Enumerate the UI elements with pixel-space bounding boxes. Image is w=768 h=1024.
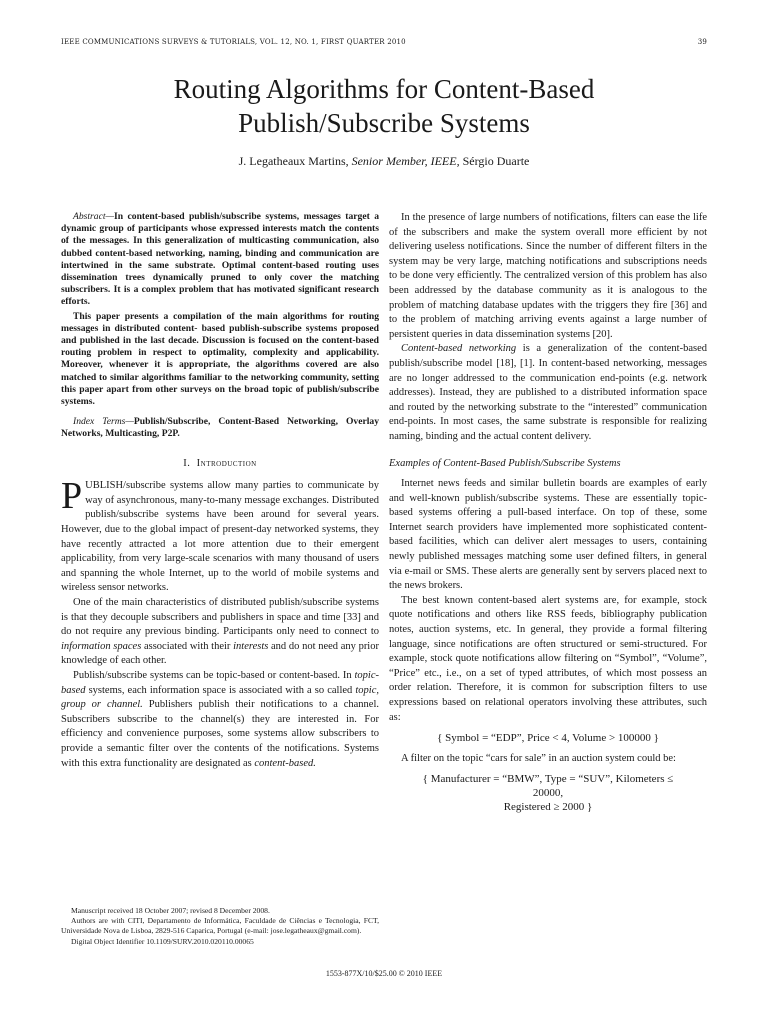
abstract-label: Abstract xyxy=(73,211,106,222)
left-column xyxy=(61,211,379,771)
running-header xyxy=(61,38,707,50)
intro-paragraph-4: In the presence of large numbers of notifications, filters can ease the life of the subscribers and make the system overall more efficient by not delivering useless notifications. Since the number of different filters in the system may be very large, matching notifications and subscriptions needs to be done very efficiently. The centralized version of this problem has also been addressed by the database community as it is analogous to the problem of matching database updates with the triggers they fire [36] and to the problem of matching arriving events against a large number of persistent queries in data dissemination systems [20]. xyxy=(389,212,707,340)
intro-paragraph-3: Publish/subscribe systems can be topic-based or content-based. In topic-based systems, each information space is associated with a so called topic, group or channel. Publishers publish their notifications to a channel. Subscribers subscribe to the channel(s) they are interested in. For efficiency and convenience purposes, some systems allow subscribers to provide a semantic filter over the contents of the notifications. Systems with this extra functionality are designated as content-based. xyxy=(61,669,379,769)
copyright-footer: 1553-877X/10/$25.00 © 2010 IEEE xyxy=(325,969,443,978)
right-column xyxy=(389,211,707,814)
formula-1: { Symbol = “EDP”, Price < 4, Volume > 100000 } xyxy=(437,732,659,745)
footnotes xyxy=(61,906,379,947)
intro-paragraph-5: Content-based networking is a generalization of the content-based publish/subscribe model [18], [1]. In content-based networking, messages are no longer addressed to the communication end-points (e.g. network addresses). Instead, they are published to a distributed information space and routed by the networking substrate to the “interested” communication end-points. In most cases, the same substrate is responsible for realizing naming, binding and the actual content delivery. xyxy=(389,343,707,442)
journal-info: IEEE COMMUNICATIONS SURVEYS & TUTORIALS, VOL. 12, NO. 1, FIRST QUARTER 2010 xyxy=(61,38,406,46)
drop-cap: P xyxy=(61,475,83,518)
formula-2: { Manufacturer = “BMW”, Type = “SUV”, Kilometers ≤ 20000, Registered ≥ 2000 } xyxy=(422,773,674,814)
author-2: Sérgio Duarte xyxy=(462,154,530,168)
section-heading: I. Introduction xyxy=(183,457,257,469)
abstract-paragraph-2: This paper presents a compilation of the main algorithms for routing messages in distributed content- based publish-subscribe systems proposed and published in the last decade. Discussion is focused on the content-based routing problem in respect to optimality, complexity and applicability. Moreover, whenever it is appropriate, the algorithms covered are also matched to similar algorithms familiar to the networking community, setting this paper apart from other surveys on the broad topic of publish/subscribe systems. xyxy=(61,310,379,408)
footnote-doi: Digital Object Identifier 10.1109/SURV.2010.020110.00065 xyxy=(71,936,254,946)
author-line xyxy=(60,154,708,169)
footnote-manuscript: Manuscript received 18 October 2007; revised 8 December 2008. xyxy=(71,906,270,915)
subsection-heading: Examples of Content-Based Publish/Subscribe Systems xyxy=(389,457,621,469)
index-terms-label: Index Terms xyxy=(73,416,126,428)
examples-paragraph-3: A filter on the topic “cars for sale” in an auction system could be: xyxy=(401,752,676,764)
author-1: J. Legatheaux Martins, xyxy=(238,154,349,168)
intro-paragraph-1: PUBLISH/subscribe systems allow many parties to communicate by way of asynchronous, many-to-many message exchanges. Distributed publish/subscribe systems have been around for several years. However, due to the global impact of present-day networked systems, they have recently attracted a lot more attention due to their emergent applicability, from very large-scale scenarios with many thousand of users and spanning the whole Internet, up to the world of mobile systems and wireless sensor networks. xyxy=(61,475,379,594)
title-line-2: Publish/Subscribe Systems xyxy=(238,108,530,138)
page-number: 39 xyxy=(697,38,707,46)
title-line-1: Routing Algorithms for Content-Based xyxy=(173,74,595,104)
examples-paragraph-1: Internet news feeds and similar bulletin boards are examples of early and well-known publish/subscribe systems. These are essentially topic-based systems offering a pull-based interface. On top of these, some Internet search providers have implemented more sophisticated content-based facilities, which can deliver alert messages to users, containing newly published messages matching some user defined filters, in general via e-mail or SMS. These alerts are generally sent by servers placed next to the news brokers. xyxy=(389,478,707,592)
intro-paragraph-2: One of the main characteristics of distributed publish/subscribe systems is that they decouple subscribers and publishers in space and time [33] and do not require any previous binding. Participants only need to connect to information spaces associated with their interests and do not need any prior knowledge of each other. xyxy=(61,597,379,667)
paper-title xyxy=(60,72,708,140)
index-terms: Index Terms—Publish/Subscribe, Content-Based Networking, Overlay Networks, Multicasting, P2P. xyxy=(61,416,379,440)
footnote-authors: Authors are with CITI, Departamento de Informática, Faculdade de Ciências e Tecnologia, FCT, Universidade Nova de Lisboa, 2829-516 Caparica, Portugal (e-mail: jose.legatheaux@gmail.com). xyxy=(61,916,379,936)
examples-paragraph-2: The best known content-based alert systems are, for example, stock quote notifications and others like RSS feeds, bibliography publication notes, auction systems, etc. In general, they provide a formal filtering language, since notifications are often structured or semi-structured. For example, stock quote notifications allow filtering on “Symbol”, “Volume”, “Price” etc., i.e., on a set of typed attributes, of which most possess an order relation. Therefore, it is common for subscription filters to use expressions based on relational operators involving these attributes, such as: xyxy=(389,594,707,723)
abstract-paragraph-1: Abstract—In content-based publish/subscribe systems, messages target a dynamic group of participants whose expressed interests match the contents of the messages. In this generalization of multicasting communication, also dubbed content-based networking, naming, binding and communication are intertwined in the same substrate. Optimal content-based routing uses dissemination trees dynamically pruned to only cover the matching subscribers. It is a complex problem that has motivated significant research efforts. xyxy=(61,211,379,308)
author-1-role: Senior Member, IEEE, xyxy=(351,154,460,168)
abstract xyxy=(61,211,379,408)
